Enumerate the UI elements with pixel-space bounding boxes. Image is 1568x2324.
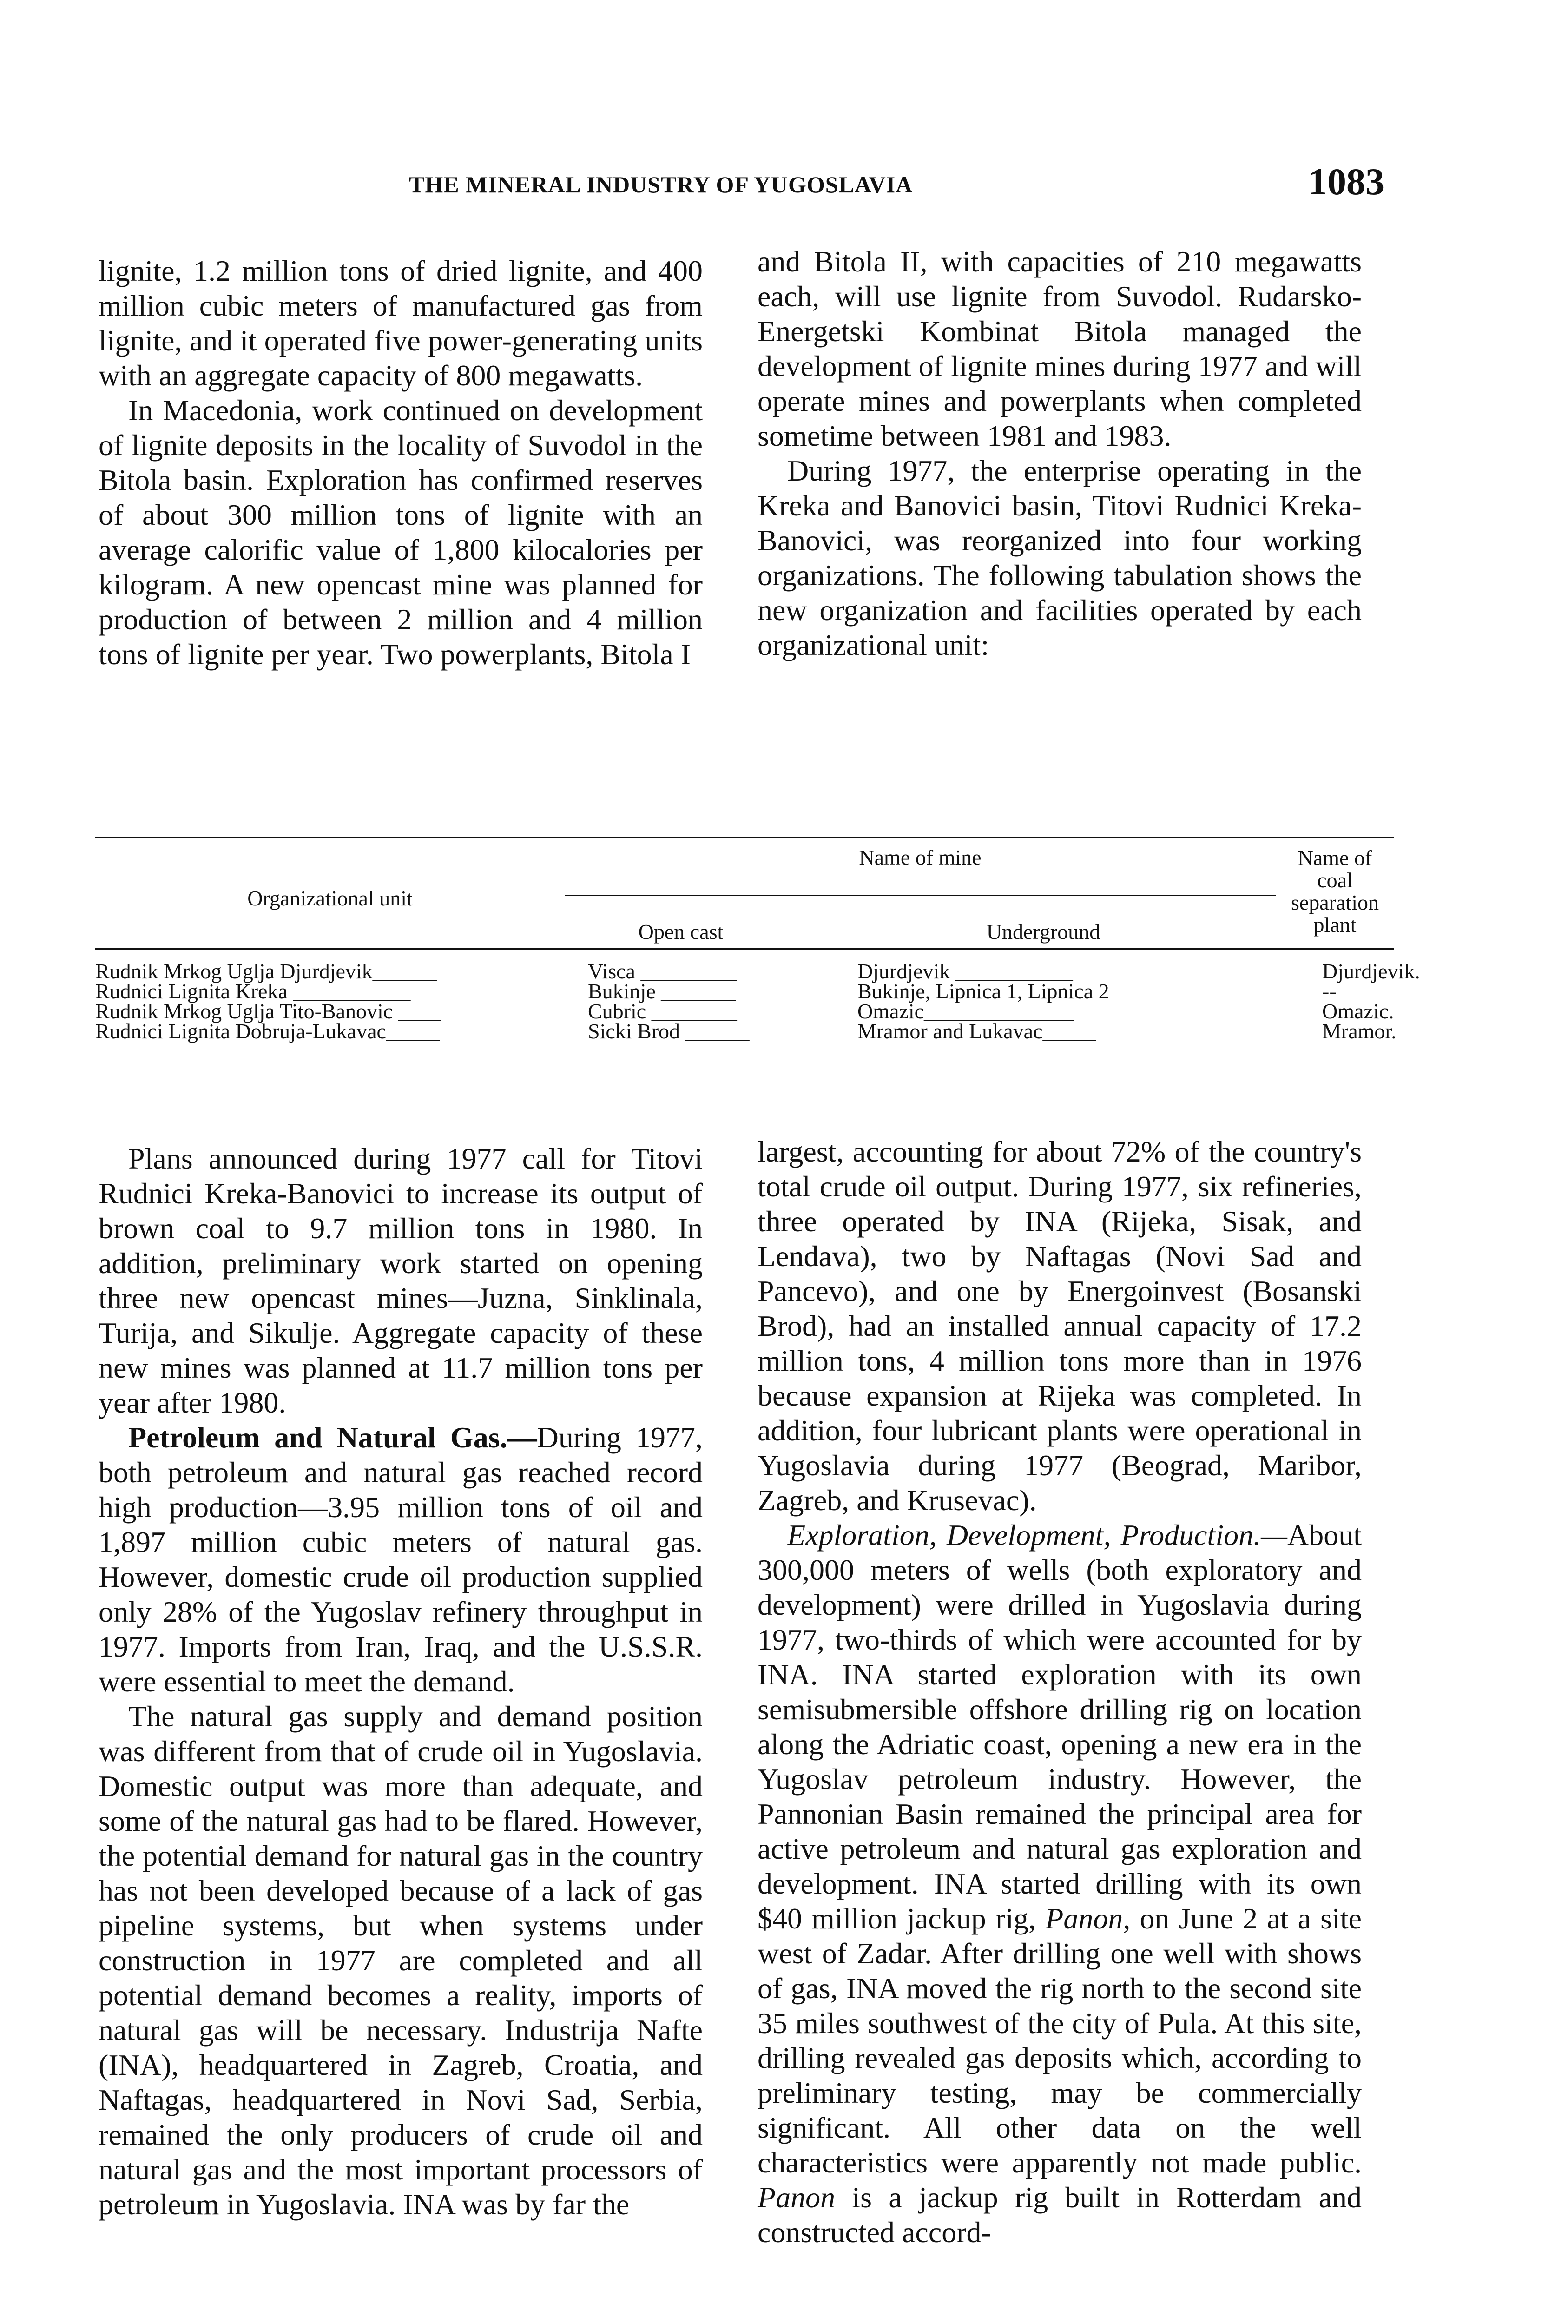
header-line: coal [1317,868,1353,892]
rig-name: Panon [1045,1902,1123,1935]
cell-underground: Mramor and Lukavac_____ [857,1019,1096,1043]
header-line: Name of [1298,846,1372,870]
table-body [95,959,1420,1043]
paragraph-text: About 300,000 meters of wells (both exploratory and development) were drilled in Yugoslavia during 1977, two-thirds of which were accounted for by INA. INA started exploration with its own semisubmersible offshore drilling rig on location along the Adriatic coast, opening a new era in the Yugoslav petroleum industry. However, the Pannonian Basin remained the principal area for active petroleum and natural gas exploration and development. INA started drilling with its own $40 million jackup rig, [758,1519,1362,1935]
column-top-right [758,244,1362,662]
cell-unit: Rudnici Lignita Dobruja-Lukavac_____ [95,1019,440,1043]
header-open-cast: Open cast [638,920,724,944]
paragraph: The natural gas supply and demand position was different from that of crude oil in Yugoslavia. Domestic output was more than adequate, and some of the natural gas had to be flared. However, the potential demand for natural gas in the country has not been developed because of a lack of gas pipeline systems, but when systems under construction in 1977 are completed and all potential demand becomes a reality, imports of natural gas will be necessary. Industrija Nafte (INA), headquartered in Zagreb, Croatia, and Naftagas, headquartered in Novi Sad, Serbia, remained the only producers of crude oil and natural gas and the most important processors of petroleum in Yugoslavia. INA was by far the [99,1700,703,2221]
paragraph: During 1977, the enterprise operating in the Kreka and Banovici basin, Titovi Rudnici Kreka-Banovici, was reorganized into four working organizations. The following tabulation shows the new organization and facilities operated by each organizational unit: [758,454,1362,661]
cell-open-cast: Sicki Brod ______ [588,1019,750,1043]
cell-unit: Rudnici Lignita Kreka ___________ [95,979,411,1003]
paragraph [758,1518,1362,2250]
table-row [95,959,1420,983]
paragraph-text: , on June 2 at a site west of Zadar. After drilling one well with shows of gas, INA moved the rig north to the second site 35 miles southwest of the city of Pula. At this site, drilling revealed gas deposits which, according to preliminary testing, may be commercially significant. All other data on the well characteristics were apparently not made public. [758,1902,1362,2179]
paragraph: In Macedonia, work continued on development of lignite deposits in the locality of Suvodol in the Bitola basin. Exploration has confirmed reserves of about 300 million tons of lignite with an average calorific value of 1,800 kilocalories per kilogram. A new opencast mine was planned for production of between 2 million and 4 million tons of lignite per year. Two powerplants, Bitola I [99,394,703,671]
page-number: 1083 [1308,160,1384,203]
paragraph: lignite, 1.2 million tons of dried lignite, and 400 million cubic meters of manufactured gas from lignite, and it operated five power-generating units with an aggregate capacity of 800 megawatts. [99,254,703,392]
paragraph-text: is a jackup rig built in Rotterdam and constructed accord- [758,2181,1362,2249]
paragraph [99,1420,703,1699]
table-row [95,1001,1394,1021]
column-bottom-right [758,1134,1362,2250]
header-separation-plant [1276,847,1394,936]
header-line: separation [1291,891,1379,914]
cell-open-cast: Bukinje _______ [588,979,736,1003]
running-header: THE MINERAL INDUSTRY OF YUGOSLAVIA [409,172,913,198]
cell-unit: Rudnik Mrkog Uglja Tito-Banovic ____ [95,999,441,1023]
table-rule-mine-span [565,895,1276,896]
paragraph: Plans announced during 1977 call for Titovi Rudnici Kreka-Banovici to increase its output of brown coal to 9.7 million tons in 1980. In addition, preliminary work started on opening three new opencast mines—Juzna, Sinklinala, Turija, and Sikulje. Aggregate capacity of these new mines was planned at 11.7 million tons per year after 1980. [99,1142,703,1419]
header-underground: Underground [986,920,1100,944]
cell-plant: Omazic. [1322,999,1394,1023]
table-rule-header-bottom [95,948,1394,950]
cell-plant: Djurdjevik. [1322,959,1420,983]
section-heading: Petroleum and Natural Gas.— [128,1421,537,1454]
subsection-heading: Exploration, Development, Production.— [787,1519,1287,1552]
table-row [95,981,1394,1001]
header-name-of-mine: Name of mine [859,845,982,869]
cell-plant: -- [1322,979,1337,1003]
table-rule-top [95,837,1394,838]
cell-underground: Djurdjevik ___________ [857,959,1073,983]
paragraph: and Bitola II, with capacities of 210 megawatts each, will use lignite from Suvodol. Rudarsko-Energetski Kombinat Bitola managed the development of lignite mines during 1977 and will operate mines and powerplants when completed sometime between 1981 and 1983. [758,245,1362,452]
cell-unit: Rudnik Mrkog Uglja Djurdjevik______ [95,959,437,983]
header-line: plant [1313,913,1357,937]
cell-plant: Mramor. [1322,1019,1397,1043]
cell-open-cast: Visca _________ [588,959,737,983]
table-row [95,1019,1397,1043]
column-bottom-left [99,1141,703,2222]
cell-open-cast: Cubric ________ [588,999,737,1023]
paragraph: largest, accounting for about 72% of the country's total crude oil output. During 1977, six refineries, three operated by INA (Rijeka, Sisak, and Lendava), two by Naftagas (Novi Sad and Pancevo), and one by Energoinvest (Bosanski Brod), had an installed annual capacity of 17.2 million tons, 4 million tons more than in 1976 because expansion at Rijeka was completed. In addition, four lubricant plants were operational in Yugoslavia during 1977 (Beograd, Maribor, Zagreb, and Krusevac). [758,1135,1362,1517]
column-top-left [99,253,703,672]
paragraph-text: During 1977, both petroleum and natural gas reached record high production—3.95 million tons of oil and 1,897 million cubic meters of natural gas. However, domestic crude oil production supplied only 28% of the Yugoslav refinery throughput in 1977. Imports from Iran, Iraq, and the U.S.S.R. were essential to meet the demand. [99,1421,703,1698]
cell-underground: Omazic______________ [857,999,1074,1023]
cell-underground: Bukinje, Lipnica 1, Lipnica 2 [857,979,1109,1003]
rig-name: Panon [758,2181,836,2214]
header-organizational-unit: Organizational unit [247,886,413,910]
